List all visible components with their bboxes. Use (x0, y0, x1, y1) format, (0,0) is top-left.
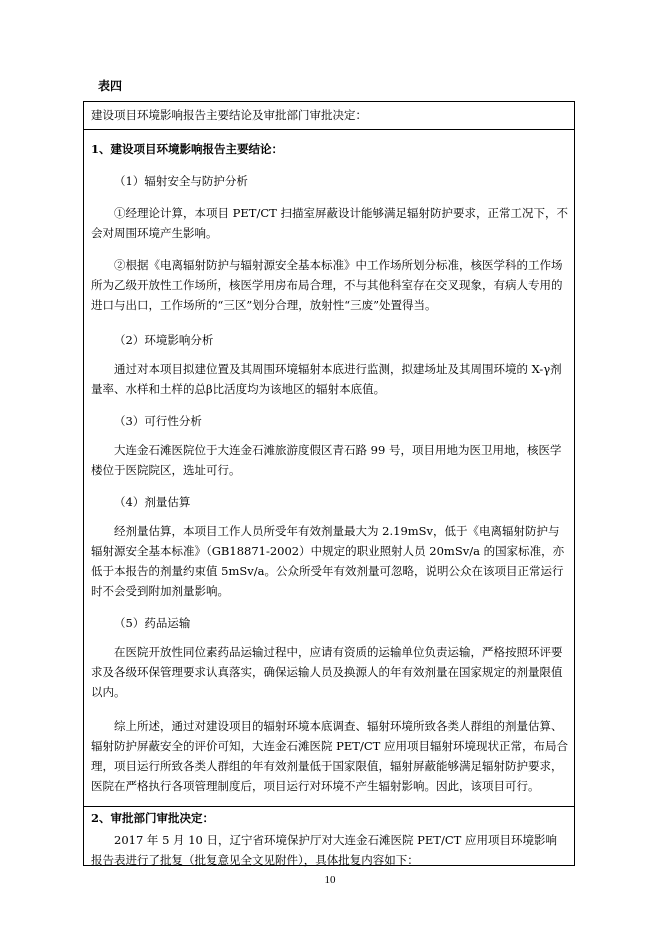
sub4-title: （4）剂量估算 (114, 495, 191, 509)
sub3-title: （3）可行性分析 (114, 414, 202, 428)
sub2-title: （2）环境影响分析 (114, 333, 214, 347)
report-conclusions-cell (84, 129, 574, 807)
sub1-title: （1）辐射安全与防护分析 (114, 174, 248, 188)
section2-heading: 2、审批部门审批决定： (91, 811, 215, 825)
sub3-paragraph1: 大连金石滩医院位于大连金石滩旅游度假区青石路 99 号，项目用地为医卫用地，核医学楼位于医院院区，选址可行。 (91, 443, 562, 477)
sub1-paragraph1: ①经理论计算，本项目 PET/CT 扫描室屏蔽设计能够满足辐射防护要求，正常工况下，不会对周围环境产生影响。 (91, 206, 568, 240)
section1-heading: 1、建设项目环境影响报告主要结论： (91, 142, 283, 156)
summary-paragraph: 综上所述，通过对建设项目的辐射环境本底调查、辐射环境所致各类人群组的剂量估算、辐射防护屏蔽安全的评价可知，大连金石滩医院 PET/CT 应用项目辐射环境现状正常，布局合理，项目运行所致各类人群组的年有效剂量低于国家限值，辐射屏蔽能够满足辐射防护要求，医院在严格执行各项管理制度后，项目运行对环境不产生辐射影响。因此，该项目可行。 (91, 719, 568, 793)
sub4-paragraph1: 经剂量估算，本项目工作人员所受年有效剂量最大为 2.19mSv，低于《电离辐射防护与辐射源安全基本标准》（GB18871-2002）中规定的职业照射人员 20mSv/a 的国家标准，亦低于本报告的剂量约束值 5mSv/a。公众所受年有效剂量可忽略，说明公众在该项目正常运行时不会受到附加剂量影响。 (91, 524, 565, 598)
conclusion-table (83, 101, 575, 866)
page-number: 10 (324, 874, 336, 886)
table-label: 表四 (98, 79, 123, 93)
approval-decision-cell (84, 806, 574, 866)
sub2-paragraph1: 通过对本项目拟建位置及其周围环境辐射本底进行监测，拟建场址及其周围环境的 X-γ剂量率、水样和土样的总β比活度均为该地区的辐射本底值。 (91, 362, 562, 396)
sub1-paragraph2: ②根据《电离辐射防护与辐射源安全基本标准》中工作场所划分标准，核医学科的工作场所为乙级开放性工作场所，核医学用房布局合理，不与其他科室存在交叉现象，有病人专用的进口与出口，工作场所的“三区”划分合理，放射性“三废”处置得当。 (91, 258, 563, 312)
sub5-paragraph1: 在医院开放性同位素药品运输过程中，应请有资质的运输单位负责运输，严格按照环评要求及各级环保管理要求认真落实，确保运输人员及换源人的年有效剂量在国家规定的剂量限值以内。 (91, 645, 563, 699)
section2-paragraph1: 2017 年 5 月 10 日，辽宁省环境保护厅对大连金石滩医院 PET/CT 应用项目环境影响报告表进行了批复（批复意见全文见附件），具体批复内容如下： (91, 833, 557, 867)
sub5-title: （5）药品运输 (114, 616, 191, 630)
table-intro-text: 建设项目环境影响报告主要结论及审批部门审批决定： (91, 108, 367, 122)
table-intro-row (84, 102, 574, 130)
